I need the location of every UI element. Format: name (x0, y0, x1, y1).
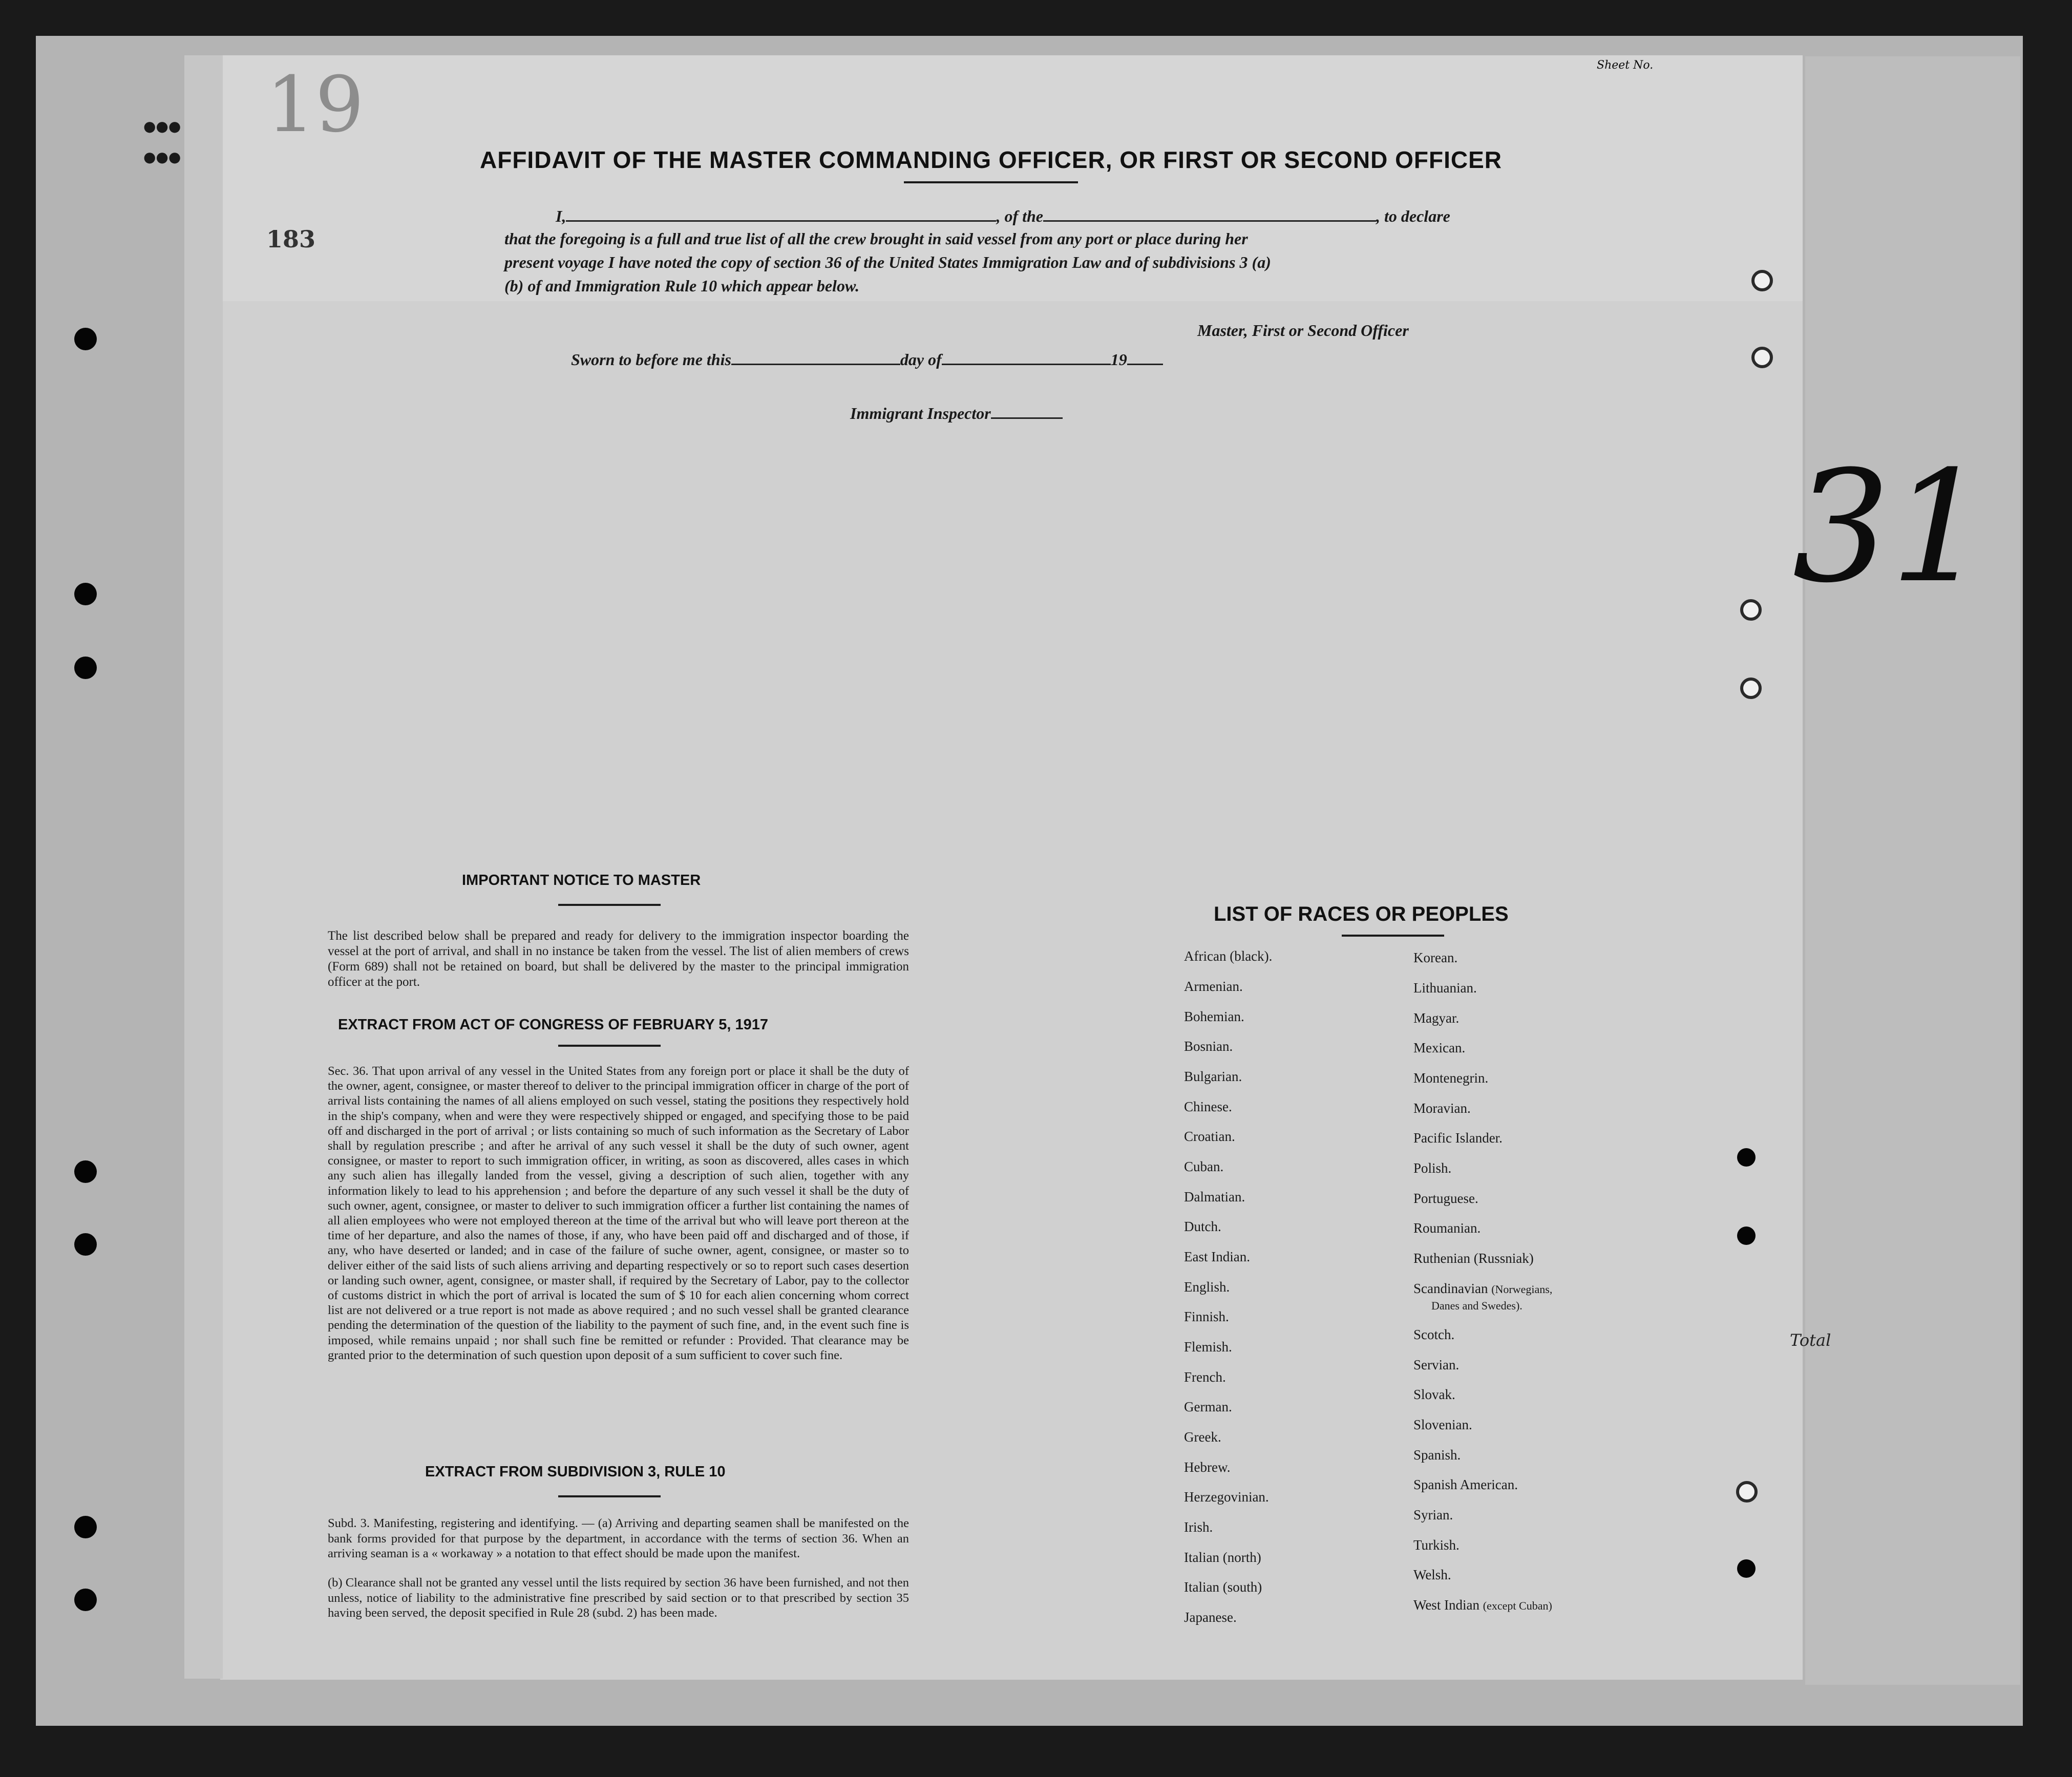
master-signature-label: Master, First or Second Officer (1197, 321, 1409, 340)
handwritten-sheet-number: 31 (1792, 438, 1988, 617)
inspector-label: Immigrant Inspector (850, 404, 991, 422)
affidavit-of-the: , of the (996, 207, 1043, 225)
binder-hole (1737, 1559, 1756, 1578)
race-item: Chinese. (1184, 1099, 1232, 1114)
race-item: Flemish. (1184, 1339, 1232, 1355)
race-item: Cuban. (1184, 1159, 1224, 1174)
vessel-blank (1043, 205, 1376, 222)
race-item: Hebrew. (1184, 1459, 1231, 1475)
notice-title: IMPORTANT NOTICE TO MASTER (462, 872, 701, 888)
race-item: Italian (south) (1184, 1579, 1262, 1595)
act-extract-text: Sec. 36. That upon arrival of any vessel in the United States from any foreign port or place it shall be the duty of the owner, agent, consignee, or master thereof to deliver to the principal immigration officer in charge of the port of arrival lists containing the names of all aliens employed on such vessel, stating the positions they respectively hold in the ship's company, when and were they were respectively shipped or engaged, and specifying those to be paid off and discharged in the port of arrival ; or lists containing so much of such information as the Secretary of Labor shall by regulation prescribe ; and after he arrival of any such vessel it shall be the duty of such owner, agent consignee, or master to report to such immigration officer, in writing, as soon as discovered, alles cases in which any such alien has illegally landed from the vessel, giving a description of such alien, together with any information likely to lead to his apprehension ; and before the departure of any such vessel it shall be the duty of such owner, agent, consignee, or master to deliver to such immigration officer a further list containing the names of all alien employees who were not employed thereon at the time of the arrival but who will leave port thereon at the time of her departure, and also the names of those, if any, who have been paid off and discharged and of those, if any, who have deserted or landed; and in case of the failure of suche owner, agent, consignee, or master so to deliver either of the said lists of such aliens arriving and departing respectively or so to report such cases desertion or landing such owner, agent, consignee, or master shall, if required by the Secretary of Labor, pay to the collector of customs district in which the port of arrival is located the sum of $ 10 for each alien concerning whom correct list are not delivered or a true report is not made as above required ; and no such vessel shall be granted clearance pending the determination of the question of the liability to the payment of such fine, and, in the event such fine is imposed, while remains unpaid ; nor shall such fine be remitted or refunder : Provided. That clearance may be granted prior to the determination of such question upon deposit of a sum sufficient to cover such fine. (328, 1064, 909, 1362)
binder-hole (74, 1589, 97, 1611)
race-item: Scotch. (1413, 1327, 1455, 1342)
binder-hole (74, 657, 97, 679)
inspector-line (850, 402, 1063, 423)
race-item: Servian. (1413, 1357, 1460, 1372)
race-item: Mexican. (1413, 1040, 1466, 1055)
binder-hole (74, 1516, 97, 1538)
notice-underline (558, 904, 661, 906)
race-item: Japanese. (1184, 1610, 1237, 1625)
race-item: Bulgarian. (1184, 1069, 1242, 1084)
race-item: Dalmatian. (1184, 1189, 1245, 1204)
sworn-line (571, 348, 1163, 369)
binder-hole (1740, 599, 1762, 621)
race-item: Welsh. (1413, 1567, 1451, 1582)
name-blank (566, 205, 996, 222)
binder-hole (74, 328, 97, 350)
race-item: Montenegrin. (1413, 1070, 1489, 1086)
race-note: (Norwegians, (1491, 1283, 1553, 1296)
race-item: Greek. (1184, 1429, 1221, 1445)
stamp-number: 183 (266, 225, 316, 253)
affidavit-sheet-left-strip (184, 55, 223, 1679)
month-blank (942, 348, 1111, 365)
rule-extract-text-a: Subd. 3. Manifesting, registering and identifying. — (a) Arriving and departing seamen shall be manifested on the bank forms provided for that purpose by the department, in accordance with the terms of section 36. When an arriving seaman is a « workaway » a notation to that effect should be made upon the manifest. (328, 1516, 909, 1560)
day-blank (731, 348, 900, 365)
year-text: 19 (1110, 350, 1127, 369)
race-note: (except Cuban) (1483, 1599, 1552, 1612)
race-item: Lithuanian. (1413, 980, 1477, 996)
binder-hole (1751, 270, 1773, 291)
race-item: Roumanian. (1413, 1220, 1481, 1236)
races-title: LIST OF RACES OR PEOPLES (1214, 903, 1509, 925)
affidavit-sheet (220, 61, 1803, 1680)
race-item: German. (1184, 1399, 1232, 1414)
affidavit-line-2: that the foregoing is a full and true list of all the crew brought in said vessel from any port or place during her (504, 229, 1248, 248)
race-item: French. (1184, 1369, 1226, 1385)
race-item: Pacific Islander. (1413, 1130, 1503, 1146)
day-of-text: day of (900, 350, 942, 369)
race-item: Ruthenian (Russniak) (1413, 1251, 1534, 1266)
race-item-scandinavian (1413, 1281, 1552, 1297)
race-item: Irish. (1184, 1519, 1213, 1535)
binder-hole (74, 1233, 97, 1256)
race-item: Armenian. (1184, 979, 1243, 994)
notice-text: The list described below shall be prepared and ready for delivery to the immigration inspector boarding the vessel at the port of arrival, and shall in no instance be taken from the vessel. The list of alien members of crews (Form 689) shall not be retained on board, but shall be delivered by the master to the principal immigration officer at the port. (328, 929, 909, 989)
rule-extract-underline (558, 1495, 661, 1497)
binder-hole (1736, 1481, 1758, 1503)
rule-extract-text-b: (b) Clearance shall not be granted any vessel until the lists required by section 36 have been furnished, and not then unless, notice of liability to the administrative fine prescribed by said section or to that prescribed by section 35 having been served, the deposit specified in Rule 28 (subd. 2) has been made. (328, 1576, 909, 1620)
race-item: Dutch. (1184, 1219, 1221, 1234)
affidavit-title: AFFIDAVIT OF THE MASTER COMMANDING OFFICER, OR FIRST OR SECOND OFFICER (480, 146, 1502, 173)
total-label: Total (1790, 1330, 1831, 1350)
race-item: Slovak. (1413, 1387, 1455, 1402)
race-label: Scandinavian (1413, 1281, 1488, 1296)
race-item: Herzegovinian. (1184, 1489, 1269, 1505)
race-item: Slovenian. (1413, 1417, 1472, 1432)
affidavit-line-1 (556, 205, 1450, 226)
affidavit-to-declare: , to declare (1376, 207, 1450, 225)
race-item: East Indian. (1184, 1249, 1250, 1264)
race-label: West Indian (1413, 1597, 1480, 1613)
race-note: Danes and Swedes). (1431, 1299, 1523, 1312)
race-item: Croatian. (1184, 1129, 1235, 1144)
background-sheet-right-edge (1805, 56, 2020, 1685)
race-item: Italian (north) (1184, 1550, 1261, 1565)
affidavit-line-4: (b) of and Immigration Rule 10 which appear below. (504, 277, 860, 295)
race-item-note (1431, 1297, 1523, 1313)
handwritten-page-mark: 19 (266, 60, 364, 150)
binder-hole (1740, 678, 1762, 699)
sheet-number-label: Sheet No. (1597, 59, 1654, 72)
title-underline (904, 181, 1078, 183)
race-item: Finnish. (1184, 1309, 1229, 1324)
race-item: Moravian. (1413, 1101, 1471, 1116)
affidavit-line-3: present voyage I have noted the copy of section 36 of the United States Immigration Law and of subdivisions 3 (a) (504, 253, 1271, 271)
inspector-blank (991, 402, 1063, 419)
races-underline (1342, 935, 1444, 937)
binder-hole (1737, 1148, 1756, 1167)
act-extract-underline (558, 1045, 661, 1047)
act-extract-title: EXTRACT FROM ACT OF CONGRESS OF FEBRUARY 5, 1917 (338, 1017, 769, 1033)
affidavit-i: I, (556, 207, 566, 225)
race-item: African (black). (1184, 948, 1273, 964)
binder-hole (74, 1160, 97, 1183)
race-item: Turkish. (1413, 1537, 1460, 1553)
race-item: Bohemian. (1184, 1009, 1244, 1024)
race-item: Bosnian. (1184, 1039, 1233, 1054)
race-item-west-indian (1413, 1597, 1552, 1613)
race-item: Syrian. (1413, 1507, 1453, 1522)
year-blank (1127, 348, 1163, 365)
race-item: Korean. (1413, 950, 1458, 965)
race-item: Magyar. (1413, 1010, 1460, 1026)
binder-hole (74, 583, 97, 605)
race-item: Polish. (1413, 1160, 1452, 1176)
edge-stamp-mark: ●●● (143, 118, 181, 135)
race-item: Portuguese. (1413, 1191, 1478, 1206)
binder-hole (1751, 347, 1773, 368)
binder-hole (1737, 1226, 1756, 1245)
race-item: Spanish. (1413, 1447, 1461, 1463)
race-item: English. (1184, 1279, 1230, 1295)
edge-stamp-mark: ●●● (143, 149, 181, 165)
sworn-text: Sworn to before me this (571, 350, 731, 369)
rule-extract-title: EXTRACT FROM SUBDIVISION 3, RULE 10 (425, 1464, 726, 1480)
race-item: Spanish American. (1413, 1477, 1518, 1492)
